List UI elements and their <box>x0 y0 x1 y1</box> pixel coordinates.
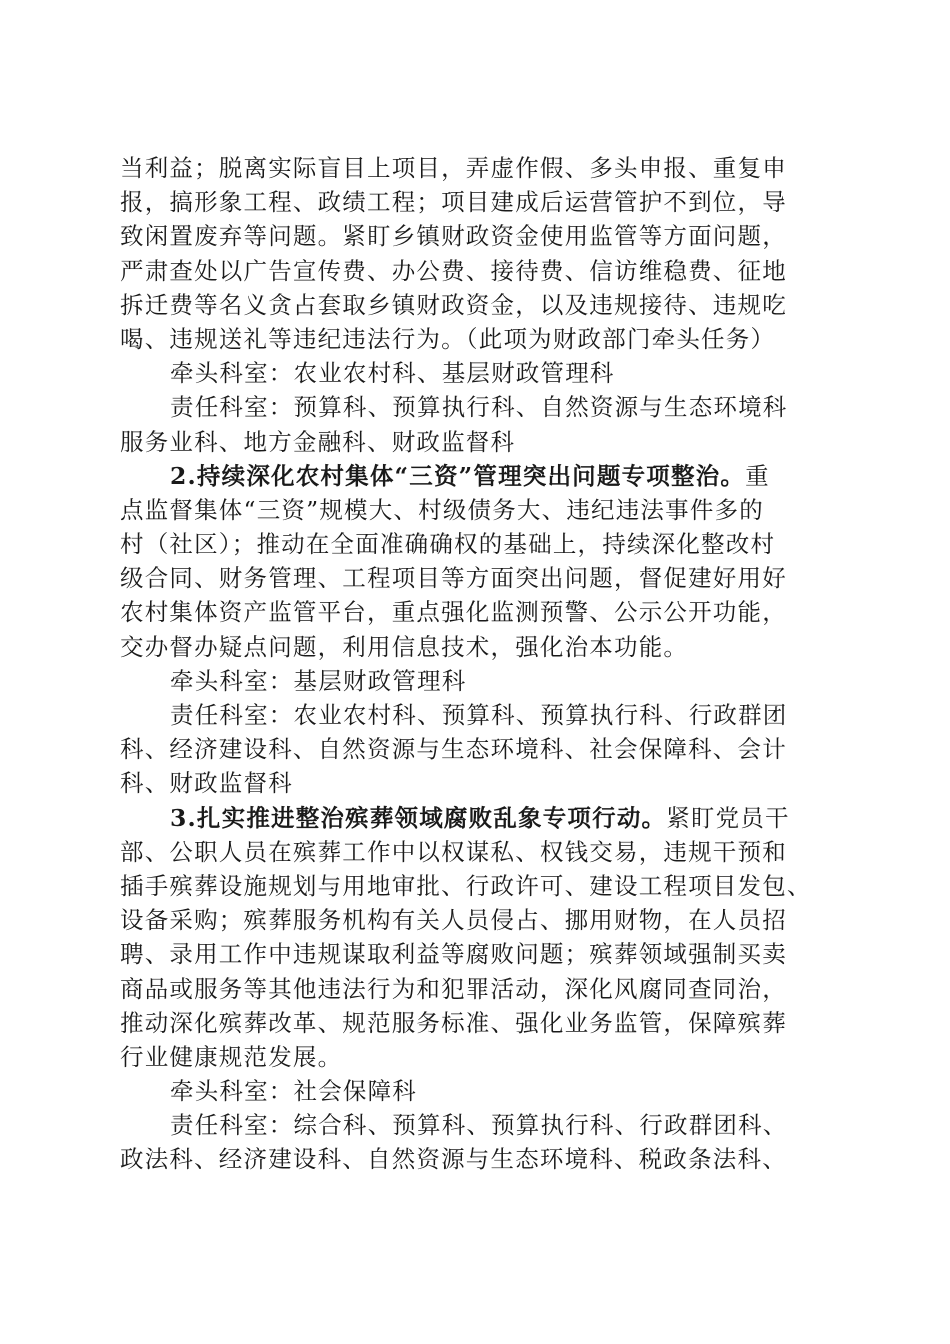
section-3-line <box>120 801 830 835</box>
responsible-office-line: 责任科室：农业农村科、预算科、预算执行科、行政群团 <box>170 701 788 729</box>
text-line: 推动深化殡葬改革、规范服务标准、强化业务监管，保障殡葬 <box>120 1008 787 1037</box>
text-line: 拆迁费等名义贪占套取乡镇财政资金，以及违规接待、违规吃 <box>120 290 787 319</box>
text-line: 部、公职人员在殡葬工作中以权谋私、权钱交易，违规干预和 <box>120 837 787 866</box>
responsible-office-line: 责任科室：预算科、预算执行科、自然资源与生态环境科 <box>170 393 788 422</box>
text-line: 喝、违规送礼等违纪违法行为。（此项为财政部门牵头任务） <box>120 324 776 353</box>
text-line: 点监督集体“三资”规模大、村级债务大、违纪违法事件多的 <box>120 495 764 524</box>
section-2-text: 重 <box>745 461 770 490</box>
text-line: 致闲置废弃等问题。紧盯乡镇财政资金使用监管等方面问题， <box>120 222 787 251</box>
text-line: 严肃查处以广告宣传费、办公费、接待费、信访维稳费、征地 <box>120 256 787 285</box>
responsible-office-line: 责任科室：综合科、预算科、预算执行科、行政群团科、 <box>170 1111 788 1140</box>
text-line: 聘、录用工作中违规谋取利益等腐败问题；殡葬领域强制买卖 <box>120 940 787 969</box>
text-line: 村（社区）；推动在全面准确确权的基础上，持续深化整改村 <box>120 530 776 559</box>
text-line: 设备采购；殡葬服务机构有关人员侵占、挪用财物，在人员招 <box>120 906 787 935</box>
text-line: 科、财政监督科 <box>120 769 293 798</box>
text-line: 报，搞形象工程、政绩工程；项目建成后运营管护不到位，导 <box>120 188 787 217</box>
section-2-heading: 2.持续深化农村集体“三资”管理突出问题专项整治。 <box>170 461 746 490</box>
section-3-text: 紧盯党员干 <box>666 803 790 832</box>
section-3-heading: 3.扎实推进整治殡葬领域腐败乱象专项行动。 <box>170 803 667 832</box>
document-body <box>120 151 830 1177</box>
lead-office-line: 牵头科室：农业农村科、基层财政管理科 <box>170 359 615 388</box>
text-line: 服务业科、地方金融科、财政监督科 <box>120 427 516 456</box>
text-line: 当利益；脱离实际盲目上项目，弄虚作假、多头申报、重复申 <box>120 154 787 182</box>
text-line: 插手殡葬设施规划与用地审批、行政许可、建设工程项目发包、 <box>120 871 812 900</box>
text-line: 政法科、经济建设科、自然资源与生态环境科、税政条法科、 <box>120 1145 787 1174</box>
text-line: 级合同、财务管理、工程项目等方面突出问题，督促建好用好 <box>120 564 787 593</box>
section-2-line <box>120 459 830 493</box>
text-line: 商品或服务等其他违法行为和犯罪活动，深化风腐同查同治， <box>120 974 787 1003</box>
lead-office-line: 牵头科室：基层财政管理科 <box>170 666 467 695</box>
text-line: 农村集体资产监管平台，重点强化监测预警、公示公开功能， <box>120 598 787 627</box>
lead-office-line: 牵头科室：社会保障科 <box>170 1077 417 1106</box>
text-line: 行业健康规范发展。 <box>120 1042 343 1071</box>
text-line: 科、经济建设科、自然资源与生态环境科、社会保障科、会计 <box>120 735 787 764</box>
text-line: 交办督办疑点问题，利用信息技术，强化治本功能。 <box>120 632 689 661</box>
